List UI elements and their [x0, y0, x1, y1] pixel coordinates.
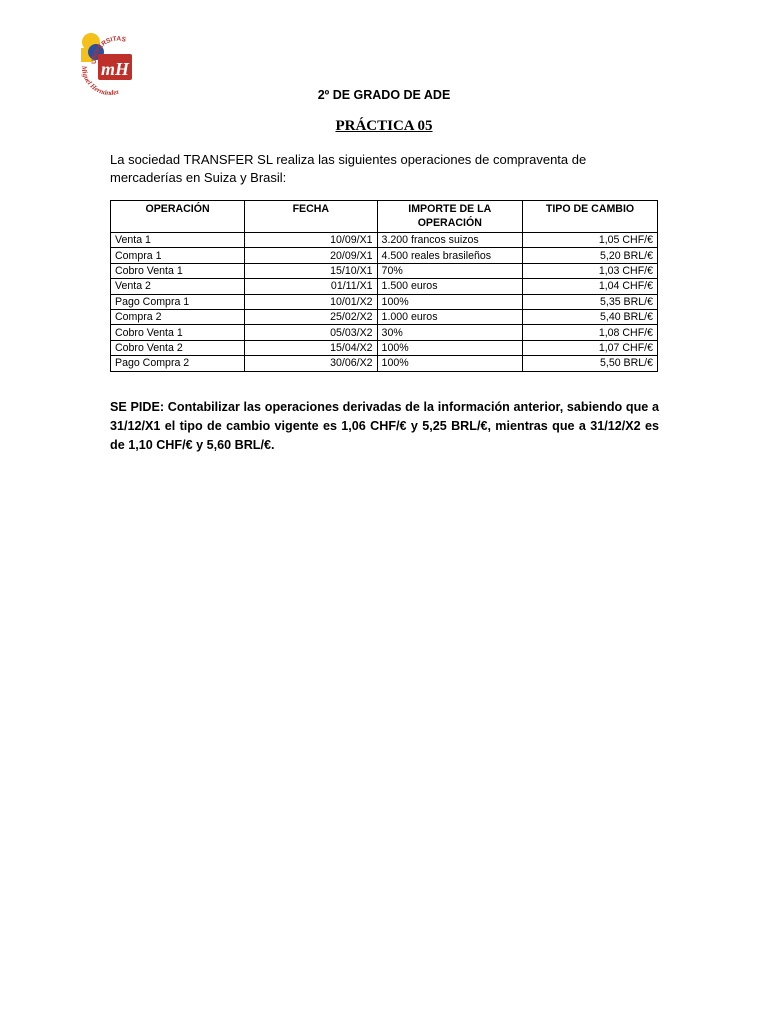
- table-row: [111, 233, 658, 248]
- cell-tipo-cambio: 1,04 CHF/€: [523, 279, 658, 294]
- logo-text-top: UNIVERSITAS: [90, 35, 127, 65]
- cell-tipo-cambio: 1,05 CHF/€: [523, 233, 658, 248]
- logo-monogram: mH: [100, 59, 130, 79]
- cell-importe: 3.200 francos suizos: [377, 233, 522, 248]
- cell-operacion: Cobro Venta 1: [111, 263, 245, 278]
- task-paragraph: SE PIDE: Contabilizar las operaciones derivadas de la información anterior, sabiendo que a 31/12/X1 el tipo de cambio vigente es 1,06 CHF/€ y 5,25 BRL/€, mientras que a 31/12/X2 es de 1,10 CHF/€ y 5,60 BRL/€.: [110, 400, 659, 452]
- cell-fecha: 15/10/X1: [245, 263, 377, 278]
- header-tipo-cambio: TIPO DE CAMBIO: [523, 201, 658, 233]
- cell-fecha: 20/09/X1: [245, 248, 377, 263]
- cell-fecha: 30/06/X2: [245, 356, 377, 371]
- cell-tipo-cambio: 5,50 BRL/€: [523, 356, 658, 371]
- cell-fecha: 05/03/X2: [245, 325, 377, 340]
- cell-importe: 1.500 euros: [377, 279, 522, 294]
- cell-operacion: Compra 2: [111, 309, 245, 324]
- page-title: PRÁCTICA 05: [335, 118, 433, 134]
- cell-operacion: Pago Compra 1: [111, 294, 245, 309]
- table-row: [111, 263, 658, 278]
- header-importe: IMPORTE DE LA OPERACIÓN: [377, 201, 522, 233]
- cell-operacion: Cobro Venta 1: [111, 325, 245, 340]
- cell-importe: 4.500 reales brasileños: [377, 248, 522, 263]
- cell-operacion: Venta 1: [111, 233, 245, 248]
- table-row: [111, 325, 658, 340]
- cell-fecha: 10/01/X2: [245, 294, 377, 309]
- cell-importe: 100%: [377, 356, 522, 371]
- table-row: [111, 356, 658, 371]
- university-logo: [76, 30, 142, 96]
- intro-paragraph: La sociedad TRANSFER SL realiza las siguientes operaciones de compraventa de mercaderías en Suiza y Brasil:: [110, 152, 587, 185]
- header-fecha: FECHA: [245, 201, 377, 233]
- logo-text-bottom: Miguel Hernández: [79, 65, 120, 96]
- umh-logo-icon: [76, 30, 142, 96]
- cell-tipo-cambio: 5,20 BRL/€: [523, 248, 658, 263]
- cell-importe: 1.000 euros: [377, 309, 522, 324]
- cell-fecha: 15/04/X2: [245, 340, 377, 355]
- cell-tipo-cambio: 5,40 BRL/€: [523, 309, 658, 324]
- cell-fecha: 25/02/X2: [245, 309, 377, 324]
- cell-fecha: 10/09/X1: [245, 233, 377, 248]
- table-row: [111, 279, 658, 294]
- cell-tipo-cambio: 1,03 CHF/€: [523, 263, 658, 278]
- cell-operacion: Venta 2: [111, 279, 245, 294]
- cell-operacion: Compra 1: [111, 248, 245, 263]
- course-heading: 2º DE GRADO DE ADE: [317, 88, 451, 102]
- table-row: [111, 309, 658, 324]
- cell-operacion: Pago Compra 2: [111, 356, 245, 371]
- table-row: [111, 340, 658, 355]
- cell-importe: 100%: [377, 294, 522, 309]
- cell-tipo-cambio: 5,35 BRL/€: [523, 294, 658, 309]
- cell-importe: 100%: [377, 340, 522, 355]
- cell-importe: 30%: [377, 325, 522, 340]
- cell-tipo-cambio: 1,08 CHF/€: [523, 325, 658, 340]
- header-operacion: OPERACIÓN: [111, 201, 245, 233]
- table-row: [111, 248, 658, 263]
- table-row: [111, 294, 658, 309]
- cell-fecha: 01/11/X1: [245, 279, 377, 294]
- cell-operacion: Cobro Venta 2: [111, 340, 245, 355]
- operations-table: [110, 200, 658, 372]
- cell-importe: 70%: [377, 263, 522, 278]
- table-header-row: [111, 201, 658, 233]
- cell-tipo-cambio: 1,07 CHF/€: [523, 340, 658, 355]
